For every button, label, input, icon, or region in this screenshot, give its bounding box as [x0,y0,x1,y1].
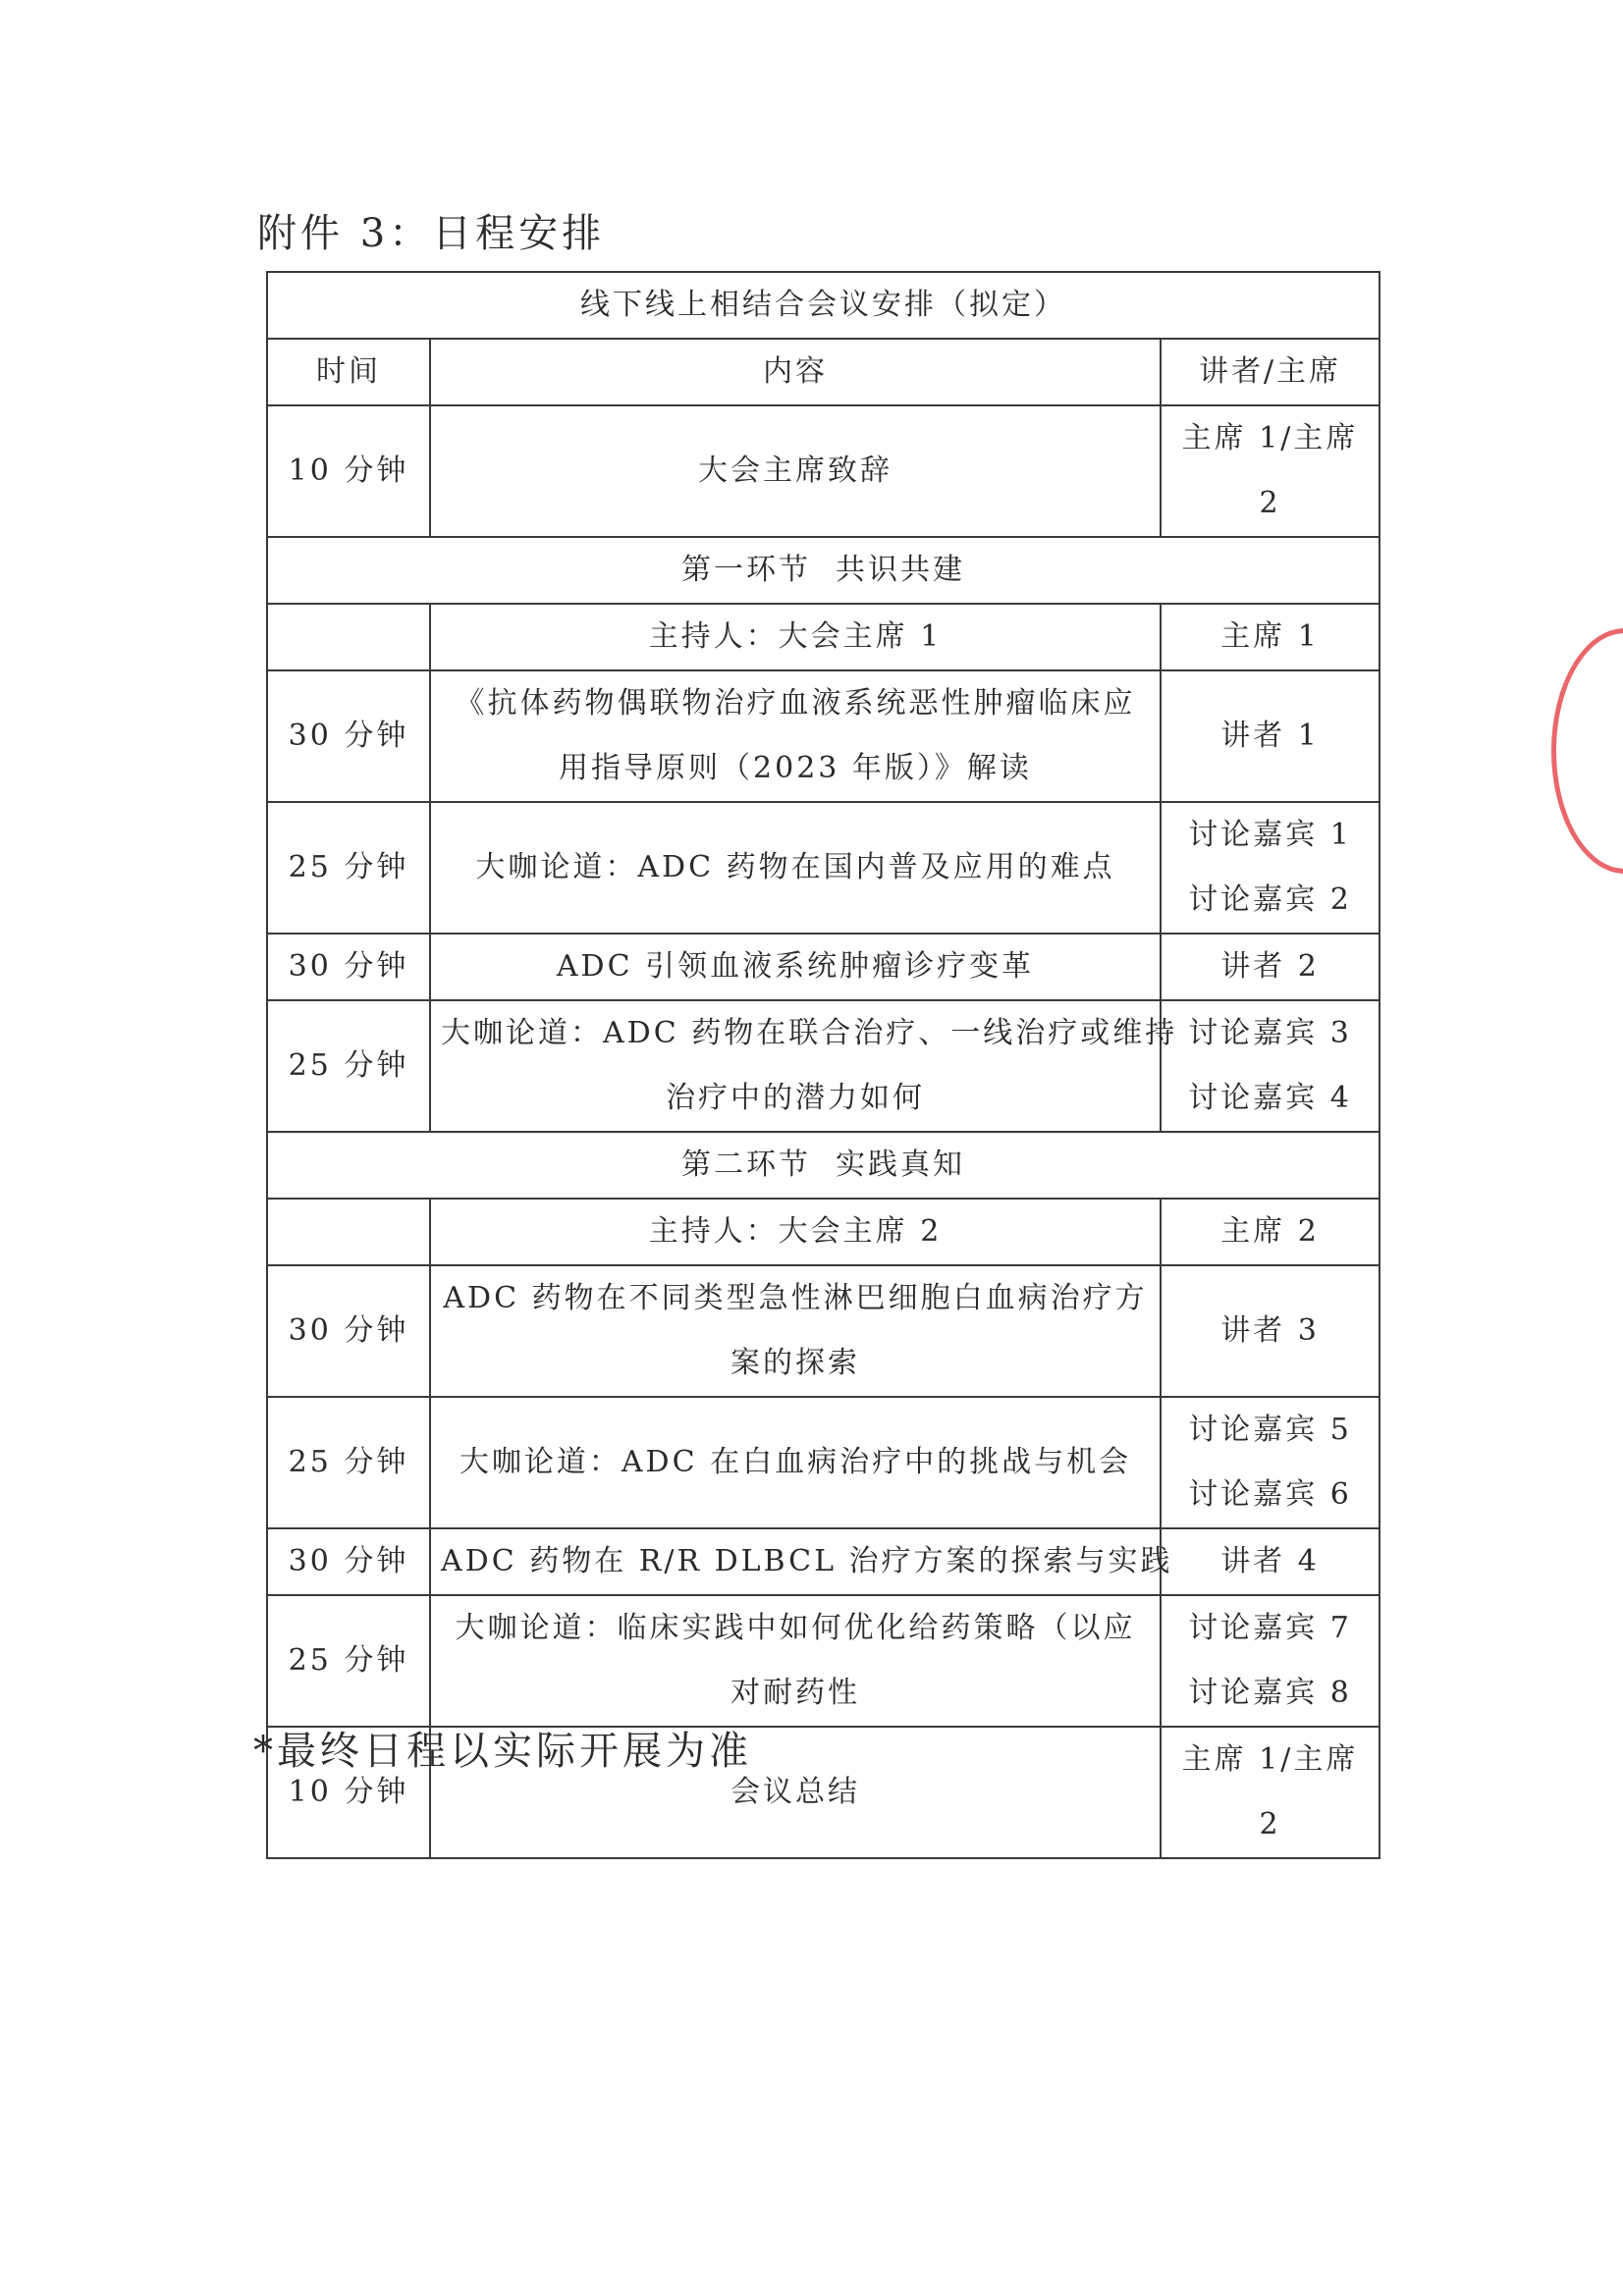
row-speaker-line: 讨论嘉宾 2 [1188,882,1352,917]
row-content [430,1397,1161,1528]
table-row [267,1000,1380,1132]
header-content: 内容 [430,339,1161,405]
table-title-row [267,272,1380,339]
row-time: 25 分钟 [267,1397,430,1528]
row-content-line: 大咖论道：ADC 药物在联合治疗、一线治疗或维持 [441,1016,1178,1050]
row-speaker-line: 讲者 4 [1220,1544,1320,1578]
section1-host-row [267,604,1380,670]
table-row [267,802,1380,934]
row-content [430,934,1161,1000]
table-row [267,1265,1380,1397]
row-content [430,1528,1173,1595]
table-title: 线下线上相结合会议安排（拟定） [267,272,1380,339]
row-speaker [1161,1265,1380,1397]
row-speaker [1161,1595,1380,1727]
row-time: 30 分钟 [267,934,430,1000]
opening-row [267,405,1380,537]
opening-speaker: 主席 1/主席 2 [1161,405,1380,537]
row-content [430,1000,1178,1132]
row-content-line: 大咖论道：ADC 药物在国内普及应用的难点 [475,850,1115,884]
row-content-line: 治疗中的潜力如何 [666,1081,925,1115]
row-speaker-line: 讨论嘉宾 3 [1188,1016,1352,1050]
table-row [267,1595,1380,1727]
row-content [430,802,1161,934]
row-content-line: ADC 药物在 R/R DLBCL 治疗方案的探索与实践 [441,1544,1173,1578]
header-row [267,339,1380,405]
opening-content: 大会主席致辞 [430,405,1161,537]
closing-speaker: 主席 1/主席 2 [1161,1727,1380,1858]
section1-host-speaker: 主席 1 [1161,604,1380,670]
row-content-line: 对耐药性 [730,1676,860,1710]
row-content [430,1595,1161,1727]
table-row [267,1528,1380,1595]
row-speaker-line: 讨论嘉宾 4 [1188,1081,1352,1115]
page-heading: 附件 3：日程安排 [257,211,606,256]
row-speaker-line: 讲者 2 [1220,949,1320,984]
row-content-line: 用指导原则（2023 年版）》解读 [559,751,1032,785]
row-speaker-line: 讨论嘉宾 6 [1188,1477,1352,1512]
row-content-line: 案的探索 [730,1346,860,1380]
section1-title: 第一环节 共识共建 [267,537,1380,604]
section1-host-time [267,604,430,670]
section2-host-time [267,1199,430,1265]
row-speaker-line: 讲者 3 [1220,1313,1320,1348]
row-speaker [1161,934,1380,1000]
seal-stamp [1551,628,1623,874]
section2-host-speaker: 主席 2 [1161,1199,1380,1265]
row-speaker-line: 讲者 1 [1220,719,1320,753]
table-row [267,670,1380,802]
row-content-line: 大咖论道：临床实践中如何优化给药策略（以应 [455,1611,1136,1645]
row-time: 30 分钟 [267,670,430,802]
closing-time: 10 分钟 [267,1727,430,1858]
row-content-line: ADC 引领血液系统肿瘤诊疗变革 [556,949,1035,984]
row-speaker [1161,802,1380,934]
row-content-line: 大咖论道：ADC 在白血病治疗中的挑战与机会 [459,1445,1132,1479]
header-time: 时间 [267,339,430,405]
header-speaker: 讲者/主席 [1161,339,1380,405]
row-content [430,1265,1161,1397]
section2-host-row [267,1199,1380,1265]
row-speaker-line: 讨论嘉宾 8 [1188,1676,1352,1710]
section2-title: 第二环节 实践真知 [267,1132,1380,1199]
row-speaker-line: 讨论嘉宾 7 [1188,1611,1352,1645]
row-speaker-line: 讨论嘉宾 1 [1188,818,1352,852]
row-time: 25 分钟 [267,1595,430,1727]
row-speaker [1161,1528,1380,1595]
row-speaker [1161,1397,1380,1528]
section1-title-row [267,537,1380,604]
row-content-line: 《抗体药物偶联物治疗血液系统恶性肿瘤临床应 [455,686,1136,721]
closing-content: 会议总结 [430,1727,1161,1858]
schedule-table [266,271,1380,1859]
section1-host-content: 主持人：大会主席 1 [430,604,1161,670]
table-row [267,934,1380,1000]
section2-host-content: 主持人：大会主席 2 [430,1199,1161,1265]
row-time: 30 分钟 [267,1528,430,1595]
row-speaker [1161,1000,1380,1132]
footnote: *最终日程以实际开展为准 [253,1729,752,1774]
section2-title-row [267,1132,1380,1199]
row-time: 30 分钟 [267,1265,430,1397]
row-time: 25 分钟 [267,802,430,934]
opening-time: 10 分钟 [267,405,430,537]
row-time: 25 分钟 [267,1000,430,1132]
row-speaker [1161,670,1380,802]
row-content-line: ADC 药物在不同类型急性淋巴细胞白血病治疗方 [443,1281,1148,1315]
row-content [430,670,1161,802]
row-speaker-line: 讨论嘉宾 5 [1188,1413,1352,1447]
table-row [267,1397,1380,1528]
